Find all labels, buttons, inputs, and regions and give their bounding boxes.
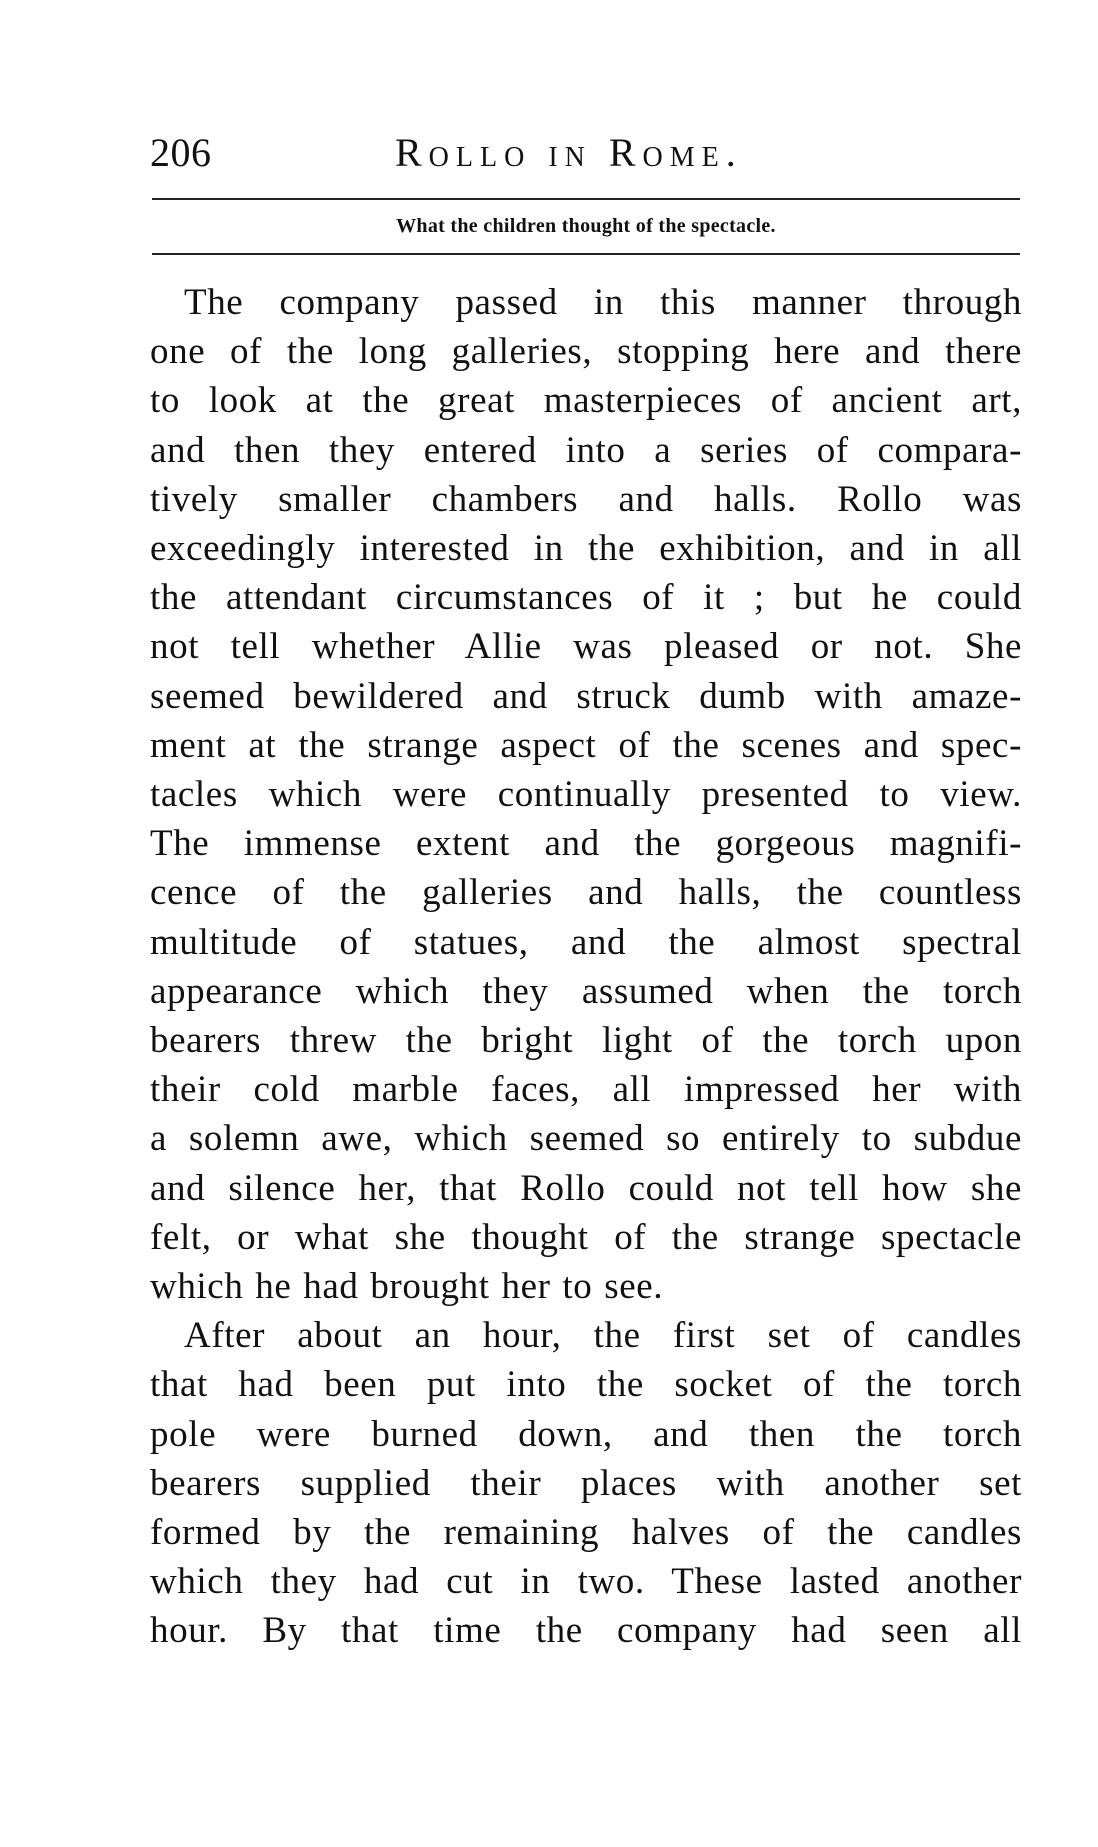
paragraph-1	[150, 278, 1022, 1311]
text-line: bearers threw the bright light of the torch upon	[150, 1020, 1022, 1062]
text-line: not tell whether Allie was pleased or not. She	[150, 626, 1022, 668]
text-line: that had been put into the socket of the torch	[150, 1364, 1022, 1406]
running-head	[150, 128, 1020, 178]
text-line: the attendant circumstances of it ; but he could	[150, 577, 1022, 619]
text-line: After about an hour, the first set of candles	[184, 1315, 1022, 1357]
book-title: Rollo in Rome.	[395, 130, 743, 175]
text-line: ment at the strange aspect of the scenes and spec-	[150, 724, 1022, 766]
text-line: hour. By that time the company had seen all	[150, 1610, 1022, 1652]
text-line: and then they entered into a series of compara-	[150, 429, 1022, 471]
text-line: a solemn awe, which seemed so entirely to subdue	[150, 1118, 1022, 1160]
text-line: tacles which were continually presented to view.	[150, 774, 1022, 816]
text-line: exceedingly interested in the exhibition, and in all	[150, 528, 1022, 570]
text-line: The immense extent and the gorgeous magnifi-	[150, 823, 1022, 865]
section-subheading: What the children thought of the spectacle.	[396, 215, 776, 237]
bottom-rule	[152, 253, 1020, 255]
page-number: 206	[150, 130, 212, 175]
text-line: to look at the great masterpieces of ancient art,	[150, 380, 1022, 422]
text-line: their cold marble faces, all impressed her with	[150, 1069, 1022, 1111]
text-line: tively smaller chambers and halls. Rollo was	[150, 478, 1022, 520]
text-line: formed by the remaining halves of the candles	[150, 1512, 1022, 1554]
text-line: one of the long galleries, stopping here and there	[150, 331, 1022, 373]
body-text	[150, 278, 1022, 1656]
text-line: bearers supplied their places with another set	[150, 1462, 1022, 1504]
text-line: felt, or what she thought of the strange spectacle	[150, 1216, 1022, 1258]
text-line: appearance which they assumed when the torch	[150, 970, 1022, 1012]
text-line: which he had brought her to see.	[150, 1266, 664, 1308]
text-line: cence of the galleries and halls, the countless	[150, 872, 1022, 914]
paragraph-2	[150, 1311, 1022, 1655]
text-line: multitude of statues, and the almost spectral	[150, 921, 1022, 963]
text-line: seemed bewildered and struck dumb with amaze-	[150, 675, 1022, 717]
text-line: and silence her, that Rollo could not tell how she	[150, 1167, 1022, 1209]
top-rule	[152, 198, 1020, 200]
text-line: which they had cut in two. These lasted another	[150, 1561, 1022, 1603]
text-line: The company passed in this manner through	[184, 282, 1022, 323]
text-line: pole were burned down, and then the torch	[150, 1413, 1022, 1455]
